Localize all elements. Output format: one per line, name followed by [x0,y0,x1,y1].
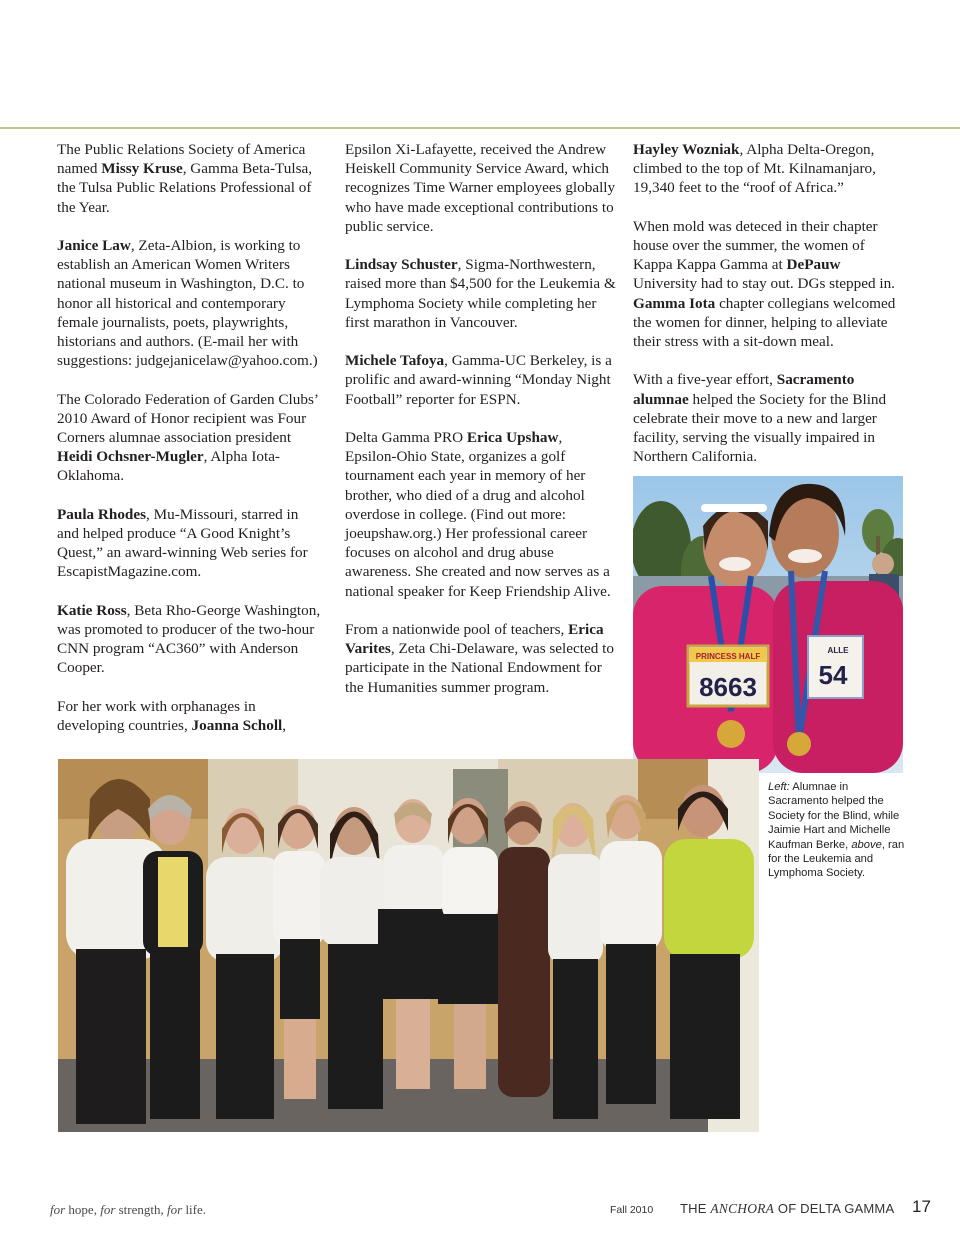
paragraph-paula-rhodes [57,505,322,582]
name-highlight: Michele Tafoya [345,352,445,370]
tagline-for: for [100,1202,116,1217]
tagline-text: life. [182,1202,207,1217]
text: When mold was deteced in their chapter house over the summer, the women of Kappa Kappa Gamma at [633,217,878,274]
name-highlight: Erica Upshaw [466,429,559,446]
name-highlight: Missy Kruse [101,160,183,178]
text: , [282,717,287,735]
magazine-name: ANCHORA [710,1201,775,1216]
name-highlight: Gamma Iota [633,294,716,312]
article-column-3 [633,140,905,486]
article-column-1 [57,140,322,754]
paragraph-janice-law [57,236,322,370]
paragraph-sacramento-alumnae [633,370,905,466]
footer-issue-date: Fall 2010 [610,1204,654,1216]
paragraph-michele-tafoya [345,351,617,409]
runners-photo [633,476,903,773]
name-highlight: Lindsay Schuster [345,256,458,274]
text: The Public Relations Society of America named [57,141,306,178]
article-column-2 [345,140,617,716]
paragraph-heidi-ochsner-mugler [57,390,322,486]
text: University had to stay out. DGs stepped in. [633,275,895,293]
header-rule [0,127,960,129]
footer-magazine-title [680,1201,894,1217]
caption-above-label: above [851,838,882,851]
caption-text: , ran for the Leukemia and Lymphoma Society. [768,838,905,880]
name-highlight: Sacramento alumnae [633,371,855,408]
paragraph-joanna-scholl [57,697,322,735]
name-highlight: Joanna Scholl [191,717,283,735]
caption-text: Alumnae in Sacramento helped the Society for the Blind, while Jaimie Hart and Michelle Kaufman Berke, [768,781,900,851]
tagline-text: strength, [115,1202,168,1217]
text: THE [680,1201,711,1216]
name-highlight: Hayley Wozniak [633,141,740,158]
text: chapter collegians welcomed the women for dinner, helping to alleviate their stress with a sit-down meal. [633,294,896,351]
bib-right-number: 54 [818,660,848,690]
text: OF DELTA GAMMA [774,1201,895,1216]
text: , Zeta-Albion, is working to establish an American Women Writers national museum in Washington, D.C. to honor all historical and contemporary female journalists, poets, playwrights, historians and authors. (E-mail her with suggestions: judgejanicelaw@yahoo.com.) [57,237,318,370]
text: Epsilon Xi-Lafayette, received the Andrew Heiskell Community Service Award, which recognizes Time Warner employees globally who have made exceptional contributions to public service. [345,141,616,235]
paragraph-heiskell-award [345,140,617,236]
bib-left-header: PRINCESS HALF [695,652,761,661]
text: , Alpha Delta-Oregon, climbed to the top of Mt. Kilnamanjaro, 19,340 feet to the “roof of Africa.” [633,141,876,197]
paragraph-erica-upshaw [345,428,617,601]
text: , Alpha Iota-Oklahoma. [57,448,280,485]
text: For her work with orphanages in developing countries, [57,697,256,735]
paragraph-hayley-wozniak [633,140,905,198]
text: From a nationwide pool of teachers, [345,621,569,639]
bib-left-number: 8663 [699,672,757,702]
text: , Sigma-Northwestern, raised more than $4,500 for the Leukemia & Lymphoma Society while completing her first marathon in Vancouver. [345,256,616,331]
text: With a five-year effort, [633,371,777,389]
footer-tagline [50,1202,206,1218]
text: , Gamma Beta-Tulsa, the Tulsa Public Relations Professional of the Year. [57,160,313,216]
page-number: 17 [912,1197,931,1216]
text: , Gamma-UC Berkeley, is a prolific and award-winning “Monday Night Football” reporter for ESPN. [345,352,612,408]
caption-left-label: Left: [768,781,790,793]
paragraph-lindsay-schuster [345,255,617,332]
text: , Zeta Chi-Delaware, was selected to participate in the National Endowment for the Humanities summer program. [345,640,614,696]
text: , Epsilon-Ohio State, organizes a golf tournament each year in memory of her brother, who died of a drug and alcohol overdose in college. (Find out more: joeupshaw.org.) Her professional career focuses on alcohol and drug abuse awareness. She created and now serves as a national speaker for Keep Friendship Alive. [345,429,611,600]
tagline-for: for [167,1202,183,1217]
paragraph-gamma-iota [633,217,905,351]
name-highlight: DePauw [786,256,841,274]
paragraph-erica-varites [345,620,617,697]
name-highlight: Heidi Ochsner-Mugler [57,448,204,466]
group-photo [58,759,759,1132]
text: , Beta Rho-George Washington, was promoted to producer of the two-hour CNN program “AC360” with Anderson Cooper. [57,601,321,677]
bib-right-header: ALLE [827,646,849,655]
name-highlight: Janice Law [57,237,131,254]
name-highlight: Erica Varites [345,621,604,658]
paragraph-katie-ross [57,601,322,678]
photo-caption [768,780,908,881]
name-highlight: Paula Rhodes [57,505,147,523]
paragraph-missy-kruse [57,140,322,217]
text: , Mu-Missouri, starred in and helped produce “A Good Knight’s Quest,” an award-winning Web series for EscapistMagazine.com. [57,505,308,581]
tagline-text: hope, [65,1202,101,1217]
name-highlight: Katie Ross [57,601,127,619]
text: Delta Gamma PRO [345,429,467,446]
text: The Colorado Federation of Garden Clubs’ 2010 Award of Honor recipient was Four Corners alumnae association president [57,390,318,447]
tagline-for: for [50,1202,66,1217]
text: helped the Society for the Blind celebrate their move to a new and larger facility, serving the visually impaired in Northern California. [633,390,887,466]
